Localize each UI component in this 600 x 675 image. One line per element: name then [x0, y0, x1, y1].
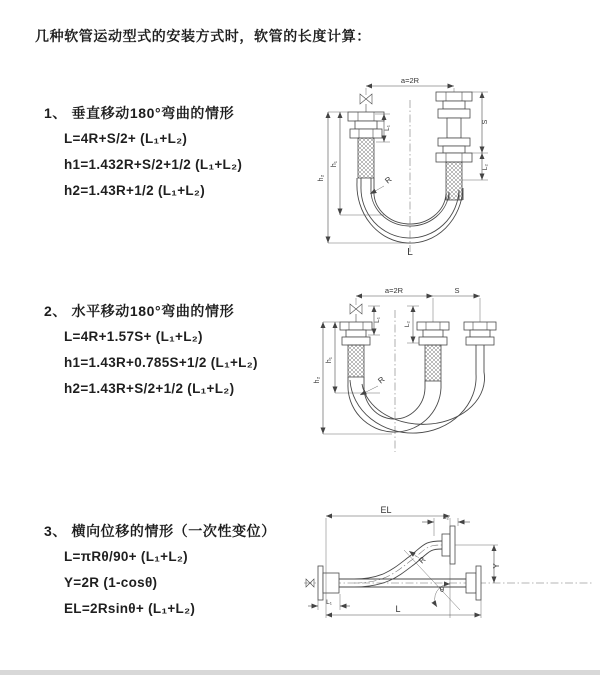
dim-label-l-bottom: L [407, 247, 413, 258]
section-1-heading: 1、 垂直移动180°弯曲的情形 [44, 105, 235, 121]
section-1-formula-h1: h1=1.432R+S/2+1/2 (L₁+L₂) [64, 157, 243, 172]
dim-label-s: S [454, 286, 460, 295]
dim-label-r: R [417, 555, 428, 566]
dim-s [470, 92, 489, 153]
braid-section [358, 138, 374, 178]
page-title: 几种软管运动型式的安装方式时，软管的长度计算： [35, 28, 371, 44]
upper-flange-displaced [442, 526, 455, 564]
dim-a-2r [356, 286, 433, 296]
dim-label-a2r: a=2R [384, 286, 404, 295]
left-flange-fitting [348, 112, 384, 178]
braid-section [348, 345, 364, 377]
section-3-formula-EL: EL=2Rsinθ+ (L₁+L₂) [64, 601, 196, 616]
dim-l [326, 600, 481, 618]
section-1-formula-h2: h2=1.43R+1/2 (L₁+L₂) [64, 183, 206, 198]
middle-flange-fitting [417, 322, 449, 381]
hose-u-curves [348, 345, 485, 433]
section-2-formula-h2: h2=1.43R+S/2+1/2 (L₁+L₂) [64, 381, 235, 396]
dim-label-l1: L₁ [326, 599, 332, 606]
dim-label-l2: L₂ [404, 320, 411, 328]
dim-label-l2: L₂ [442, 514, 450, 521]
dim-label-h2: h₂ [318, 174, 325, 182]
dim-l1 [368, 306, 381, 335]
hose-s-curve-displaced [354, 541, 442, 587]
dim-label-l-bottom: L [395, 604, 401, 614]
left-flange-fitting [318, 566, 339, 600]
diagram-lateral-displacement [298, 498, 598, 660]
section-1-formula-L: L=4R+S/2+ (L₁+L₂) [64, 131, 188, 146]
section-3-formula-L: L=πRθ/90+ (L₁+L₂) [64, 549, 188, 564]
braid-section [425, 345, 441, 381]
dim-label-a2r: a=2R [400, 76, 420, 85]
dim-label-r: R [383, 174, 394, 186]
dim-l1 [308, 594, 350, 610]
dim-label-theta: θ [439, 585, 445, 594]
dim-label-r: R [376, 374, 387, 386]
section-2-heading: 2、 水平移动180°弯曲的情形 [44, 303, 235, 319]
dim-label-y: Y [492, 563, 501, 569]
section-2-formula-h1: h1=1.43R+0.785S+1/2 (L₁+L₂) [64, 355, 258, 370]
page-bottom-edge [0, 670, 600, 675]
diagram-vertical-180-bend [312, 72, 584, 260]
valve-icon [350, 304, 362, 322]
dim-label-s: S [482, 119, 489, 125]
dim-s [356, 286, 480, 322]
displaced-flange-fitting [464, 322, 496, 345]
dim-label-h2: h₂ [314, 376, 321, 384]
right-flange-original [466, 566, 481, 600]
diagram-horizontal-180-bend [312, 282, 594, 460]
dim-label-l1: L₁ [374, 317, 381, 323]
section-3-heading: 3、 横向位移的情形（一次性变位） [44, 523, 276, 539]
right-flange-fitting [436, 92, 472, 200]
section-3-formula-Y: Y=2R (1-cosθ) [64, 575, 158, 590]
valve-icon [360, 94, 372, 112]
dim-label-el: EL [380, 505, 392, 515]
dim-label-l1: L₁ [384, 125, 391, 131]
left-flange-fitting [340, 322, 372, 377]
dim-label-l2: L₂ [482, 163, 489, 171]
dim-label-h1: h₁ [326, 356, 333, 364]
section-2-formula-L: L=4R+1.57S+ (L₁+L₂) [64, 329, 203, 344]
dim-l2 [422, 514, 470, 536]
dim-label-h1: h₁ [331, 160, 338, 168]
